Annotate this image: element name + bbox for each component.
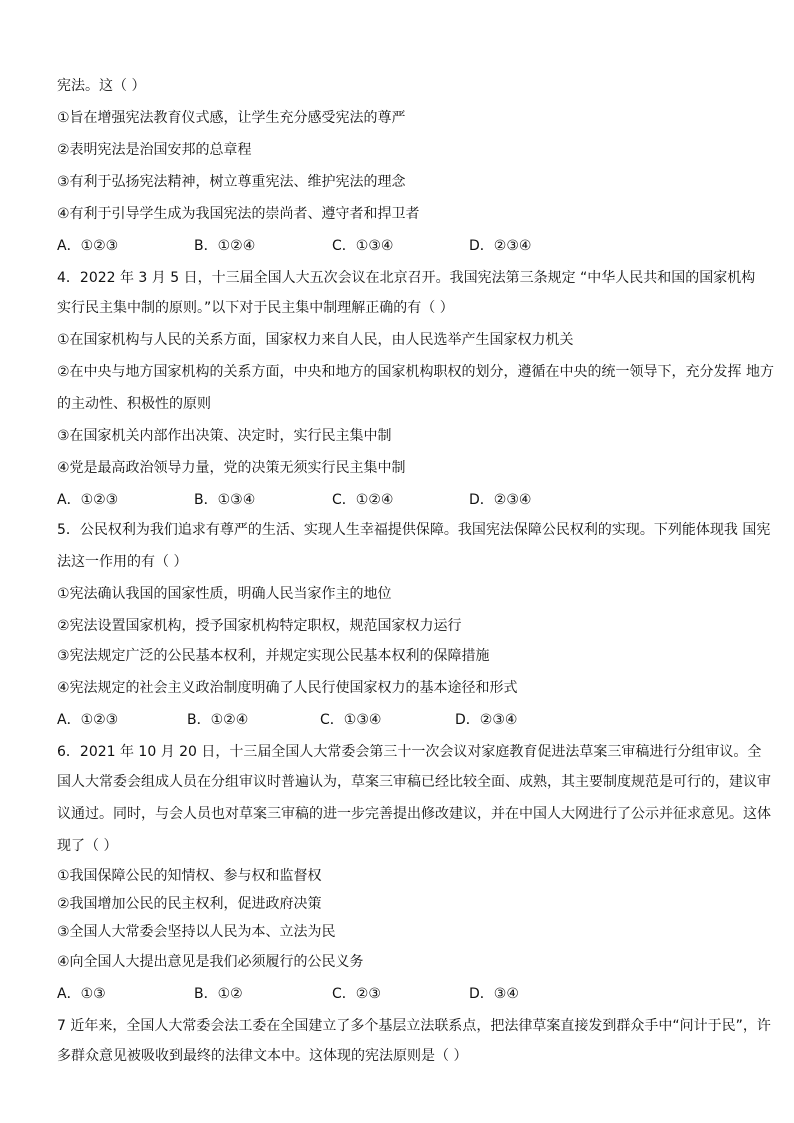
q3-option-c: C．①③④ — [332, 238, 394, 254]
q3-option-d: D．②③④ — [469, 238, 532, 254]
q6-option-a: A．①③ — [57, 986, 106, 1002]
q5-statement-4: ④宪法规定的社会主义政治制度明确了人民行使国家权力的基本途径和形式 — [57, 680, 518, 696]
q5-option-a: A．①②③ — [57, 712, 119, 728]
q5-statement-1: ①宪法确认我国的国家性质，明确人民当家作主的地位 — [57, 586, 392, 602]
q6-stem-line-2: 国人大常委会组成人员在分组审议时普遍认为，草案三审稿已经比较全面、成熟，其主要制度规范是可行的，建议审 — [57, 774, 771, 790]
q6-option-b: B．①② — [194, 986, 243, 1002]
q3-statement-3: ③有利于弘扬宪法精神，树立尊重宪法、维护宪法的理念 — [57, 174, 406, 190]
q5-statement-3: ③宪法规定广泛的公民基本权利，并规定实现公民基本权利的保障措施 — [57, 648, 490, 664]
q5-stem-line-2: 法这一作用的有（ ） — [57, 554, 188, 570]
q6-stem-line-1: 6．2021 年 10 月 20 日，十三届全国人大常委会第三十一次会议对家庭教育促进法草案三审稿进行分组审议。全 — [57, 744, 762, 760]
q4-stem-line-1: 4．2022 年 3 月 5 日，十三届全国人大五次会议在北京召开。我国宪法第三条规定 “中华人民共和国的国家机构 — [57, 270, 756, 286]
q6-option-c: C．②③ — [332, 986, 381, 1002]
q6-statement-4: ④向全国人大提出意见是我们必须履行的公民义务 — [57, 954, 364, 970]
q4-statement-3: ③在国家机关内部作出决策、决定时，实行民主集中制 — [57, 428, 392, 444]
q4-statement-4: ④党是最高政治领导力量，党的决策无须实行民主集中制 — [57, 460, 406, 476]
q6-statement-3: ③全国人大常委会坚持以人民为本、立法为民 — [57, 924, 336, 940]
q5-option-d: D．②③④ — [455, 712, 518, 728]
q3-option-a: A．①②③ — [57, 238, 119, 254]
q3-statement-2: ②表明宪法是治国安邦的总章程 — [57, 142, 252, 158]
q4-option-a: A．①②③ — [57, 492, 119, 508]
q4-option-b: B．①③④ — [194, 492, 256, 508]
q5-option-c: C．①③④ — [320, 712, 382, 728]
q6-statement-1: ①我国保障公民的知情权、参与权和监督权 — [57, 868, 322, 884]
q4-statement-2: ②在中央与地方国家机构的关系方面，中央和地方的国家机构职权的划分，遵循在中央的统一领导下，充分发挥 地方 — [57, 364, 774, 380]
q6-stem-line-4: 现了（ ） — [57, 838, 118, 854]
q4-stem-line-2: 实行民主集中制的原则。”以下对于民主集中制理解正确的有（ ） — [57, 300, 454, 316]
q4-option-c: C．①②④ — [332, 492, 394, 508]
q4-statement-1: ①在国家机构与人民的关系方面，国家权力来自人民，由人民选举产生国家权力机关 — [57, 332, 574, 348]
q7-stem-line-2: 多群众意见被吸收到最终的法律文本中。这体现的宪法原则是（ ） — [57, 1048, 468, 1064]
q3-option-b: B．①②④ — [194, 238, 256, 254]
q6-statement-2: ②我国增加公民的民主权利，促进政府决策 — [57, 896, 322, 912]
q5-statement-2: ②宪法设置国家机构，授予国家机构特定职权，规范国家权力运行 — [57, 618, 462, 634]
q4-statement-2-cont: 的主动性、积极性的原则 — [57, 396, 211, 412]
q6-option-d: D．③④ — [469, 986, 519, 1002]
q3-stem-tail: 宪法。这（ ） — [57, 78, 146, 94]
q5-stem-line-1: 5．公民权利为我们追求有尊严的生活、实现人生幸福提供保障。我国宪法保障公民权利的实现。下列能体现我 国宪 — [57, 522, 771, 538]
q4-option-d: D．②③④ — [469, 492, 532, 508]
q7-stem-line-1: 7 近年来，全国人大常委会法工委在全国建立了多个基层立法联系点，把法律草案直接发到群众手中“问计于民”，许 — [57, 1018, 771, 1034]
q6-stem-line-3: 议通过。同时，与会人员也对草案三审稿的进一步完善提出修改建议，并在中国人大网进行了公示并征求意见。这体 — [57, 806, 771, 822]
q3-statement-1: ①旨在增强宪法教育仪式感，让学生充分感受宪法的尊严 — [57, 110, 406, 126]
q3-statement-4: ④有利于引导学生成为我国宪法的崇尚者、遵守者和捍卫者 — [57, 206, 420, 222]
q5-option-b: B．①②④ — [187, 712, 249, 728]
